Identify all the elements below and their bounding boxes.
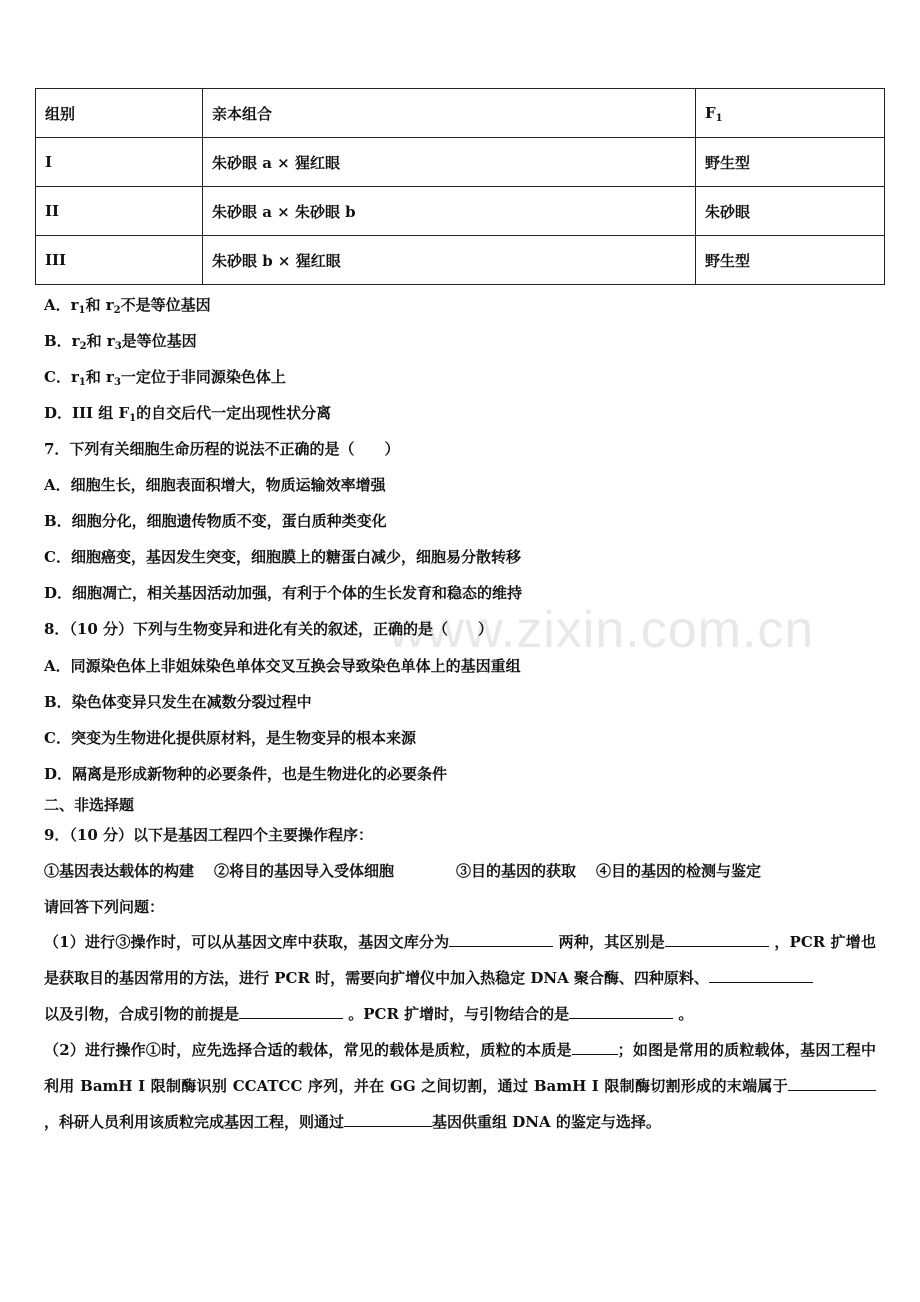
option-text: D．III 组 F <box>44 404 130 422</box>
answer-blank[interactable] <box>344 1112 432 1127</box>
q8-stem: 8．（10 分）下列与生物变异和进化有关的叙述，正确的是（ ） <box>44 620 494 638</box>
q6-option-b <box>44 330 197 351</box>
option-text: 一定位于非同源染色体上 <box>120 368 286 386</box>
table-header-row <box>36 89 885 138</box>
question-text: 以及引物，合成引物的前提是 <box>44 1005 240 1023</box>
q8-option-d: D．隔离是形成新物种的必要条件，也是生物进化的必要条件 <box>44 765 448 783</box>
option-text: 和 r <box>85 368 114 386</box>
table-cell: 朱砂眼 <box>696 187 885 236</box>
table-cell: I <box>36 138 203 187</box>
answer-blank[interactable] <box>569 1004 673 1019</box>
q9-part-1 <box>44 924 876 1032</box>
subscript: 1 <box>715 113 723 124</box>
q7-option-b: B．细胞分化，细胞遗传物质不变，蛋白质种类变化 <box>44 512 387 530</box>
step-2: ②将目的基因导入受体细胞 <box>214 862 395 880</box>
section-heading: 二、非选择题 <box>44 796 135 814</box>
answer-blank[interactable] <box>449 932 553 947</box>
q7-option-d: D．细胞凋亡，相关基因活动加强，有利于个体的生长发育和稳态的维持 <box>44 584 523 602</box>
option-text: 和 r <box>86 332 115 350</box>
step-4: ④目的基因的检测与鉴定 <box>596 862 762 880</box>
table-row <box>36 187 885 236</box>
q7-option-a: A．细胞生长，细胞表面积增大，物质运输效率增强 <box>44 476 386 494</box>
answer-blank[interactable] <box>709 968 813 983</box>
table-cell: III <box>36 236 203 285</box>
subscript: 3 <box>114 341 122 352</box>
q9-stem: 9．（10 分）以下是基因工程四个主要操作程序： <box>44 826 374 844</box>
watermark: www.zixin.com.cn <box>388 601 815 659</box>
subscript: 1 <box>78 305 86 316</box>
table-cell: 朱砂眼 b × 猩红眼 <box>203 236 696 285</box>
answer-blank[interactable] <box>788 1076 876 1091</box>
table-row <box>36 236 885 285</box>
q6-option-c <box>44 366 286 387</box>
question-text: ，PCR 扩增也是获取目的基因常用的方法，进行 PCR 时，需要向扩增仪中加入热稳定 DNA 聚合酶、四种原料、 <box>44 933 876 987</box>
table-cell: II <box>36 187 203 236</box>
subscript: 2 <box>113 305 121 316</box>
subscript: 3 <box>113 377 121 388</box>
q7-stem: 7．下列有关细胞生命历程的说法不正确的是（ ） <box>44 440 400 458</box>
option-text: 的自交后代一定出现性状分离 <box>136 404 332 422</box>
table-cell: 野生型 <box>696 138 885 187</box>
option-text: 不是等位基因 <box>120 296 211 314</box>
q9-part-2 <box>44 1032 876 1140</box>
question-text: （1）进行③操作时，可以从基因文库中获取，基因文库分为 <box>44 933 450 951</box>
q7-option-c: C．细胞癌变，基因发生突变，细胞膜上的糖蛋白减少，细胞易分散转移 <box>44 548 521 566</box>
q9-steps <box>44 860 761 881</box>
table-row <box>36 138 885 187</box>
table-cell: 朱砂眼 a × 朱砂眼 b <box>203 187 696 236</box>
subscript: 1 <box>129 413 137 424</box>
question-text: 基因供重组 DNA 的鉴定与选择。 <box>432 1113 661 1131</box>
answer-blank[interactable] <box>572 1040 618 1055</box>
answer-blank[interactable] <box>239 1004 343 1019</box>
table-header-cell: 亲本组合 <box>203 89 696 138</box>
table-header-cell: 组别 <box>36 89 203 138</box>
subscript: 1 <box>78 377 86 388</box>
table-cell: 朱砂眼 a × 猩红眼 <box>203 138 696 187</box>
question-text: ，科研人员利用该质粒完成基因工程，则通过 <box>44 1113 345 1131</box>
question-text: 两种，其区别是 <box>553 933 665 951</box>
q8-option-c: C．突变为生物进化提供原材料，是生物变异的根本来源 <box>44 729 416 747</box>
question-text: 。PCR 扩增时，与引物结合的是 <box>343 1005 570 1023</box>
q8-option-a: A．同源染色体上非姐妹染色单体交叉互换会导致染色单体上的基因重组 <box>44 657 521 675</box>
step-3: ③目的基因的获取 <box>456 862 577 880</box>
option-text: 是等位基因 <box>121 332 197 350</box>
answer-blank[interactable] <box>665 932 769 947</box>
table-cell: 野生型 <box>696 236 885 285</box>
option-text: 和 r <box>85 296 114 314</box>
genotype-cross-table <box>35 88 885 285</box>
question-text: （2）进行操作①时，应先选择合适的载体，常见的载体是质粒，质粒的本质是 <box>44 1041 572 1059</box>
question-text: ；如图是常用的质粒载体，基因工程中利用 BamH I 限制酶识别 CCATCC 序列，并在 GG 之间切割，通过 BamH I 限制酶切割形成的末端属于 <box>44 1041 876 1095</box>
q6-option-d <box>44 402 331 423</box>
table-header-cell <box>696 89 885 138</box>
step-1: ①基因表达载体的构建 <box>44 862 195 880</box>
subscript: 2 <box>79 341 87 352</box>
q6-option-a <box>44 294 211 315</box>
option-text: B．r <box>44 332 80 350</box>
q8-option-b: B．染色体变异只发生在减数分裂过程中 <box>44 693 312 711</box>
f1-label: F <box>705 104 716 122</box>
option-text: C．r <box>44 368 79 386</box>
option-text: A．r <box>44 296 79 314</box>
q9-prompt: 请回答下列问题： <box>44 898 165 916</box>
question-text: 。 <box>673 1005 694 1023</box>
